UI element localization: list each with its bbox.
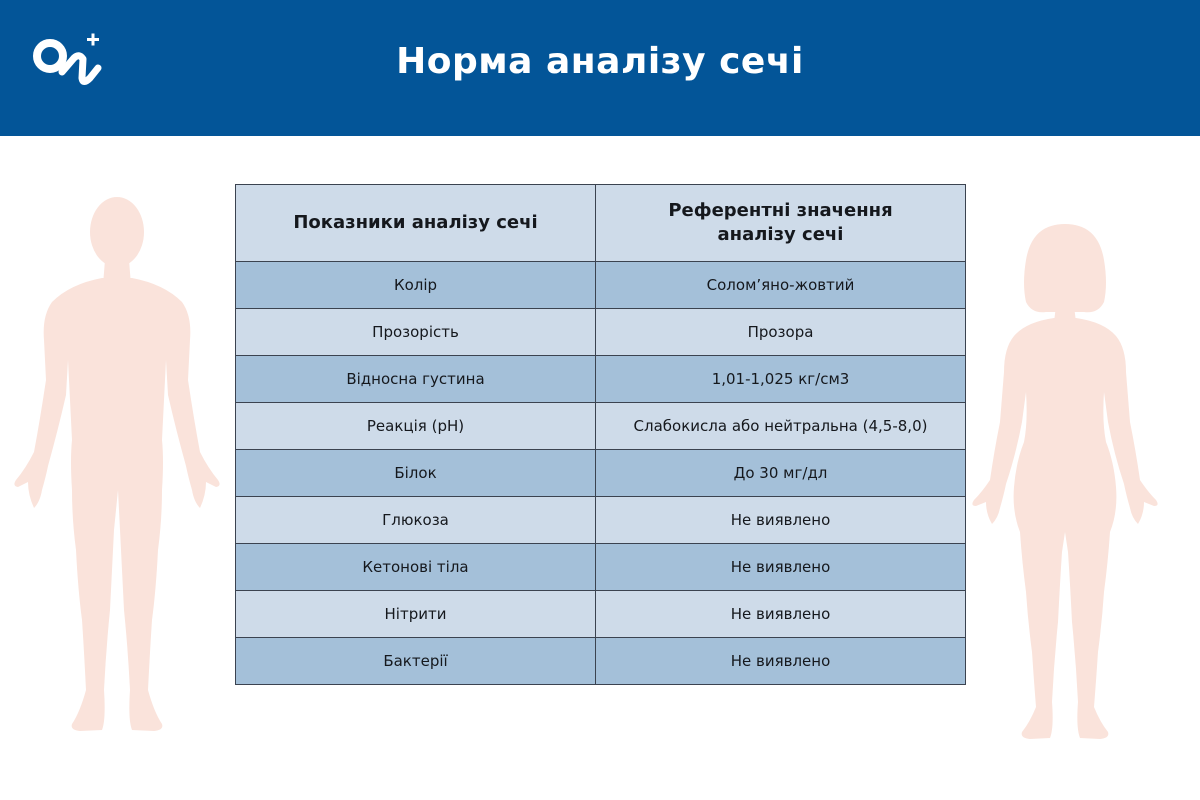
indicator-cell: Кетонові тіла (236, 544, 596, 591)
value-cell: 1,01-1,025 кг/см3 (596, 356, 966, 403)
urine-analysis-table (235, 184, 965, 685)
indicator-cell: Реакція (pH) (236, 403, 596, 450)
table-row (236, 638, 966, 685)
indicator-cell: Нітрити (236, 591, 596, 638)
indicator-cell: Колір (236, 262, 596, 309)
table-row (236, 356, 966, 403)
indicator-cell: Відносна густина (236, 356, 596, 403)
female-silhouette-icon (970, 222, 1160, 744)
indicator-cell: Прозорість (236, 309, 596, 356)
page-title: Норма аналізу сечі (396, 41, 804, 82)
value-cell: Не виявлено (596, 544, 966, 591)
indicator-cell: Бактерії (236, 638, 596, 685)
table-row (236, 309, 966, 356)
page-header (0, 0, 1200, 136)
table-header-row (236, 185, 966, 262)
table-row (236, 450, 966, 497)
value-cell: Слабокисла або нейтральна (4,5-8,0) (596, 403, 966, 450)
value-cell: Не виявлено (596, 638, 966, 685)
header-indicators: Показники аналізу сечі (236, 185, 596, 262)
indicator-cell: Глюкоза (236, 497, 596, 544)
value-cell: Не виявлено (596, 591, 966, 638)
table-row (236, 544, 966, 591)
table-row (236, 591, 966, 638)
value-cell: До 30 мг/дл (596, 450, 966, 497)
value-cell: Не виявлено (596, 497, 966, 544)
value-cell: Прозора (596, 309, 966, 356)
header-reference-values (596, 185, 966, 262)
table-row (236, 497, 966, 544)
header-reference-values-text: Референтні значення аналізу сечі (668, 200, 893, 245)
male-silhouette-icon (10, 190, 225, 745)
indicator-cell: Білок (236, 450, 596, 497)
table-row (236, 262, 966, 309)
value-cell: Солом’яно-жовтий (596, 262, 966, 309)
table-row (236, 403, 966, 450)
